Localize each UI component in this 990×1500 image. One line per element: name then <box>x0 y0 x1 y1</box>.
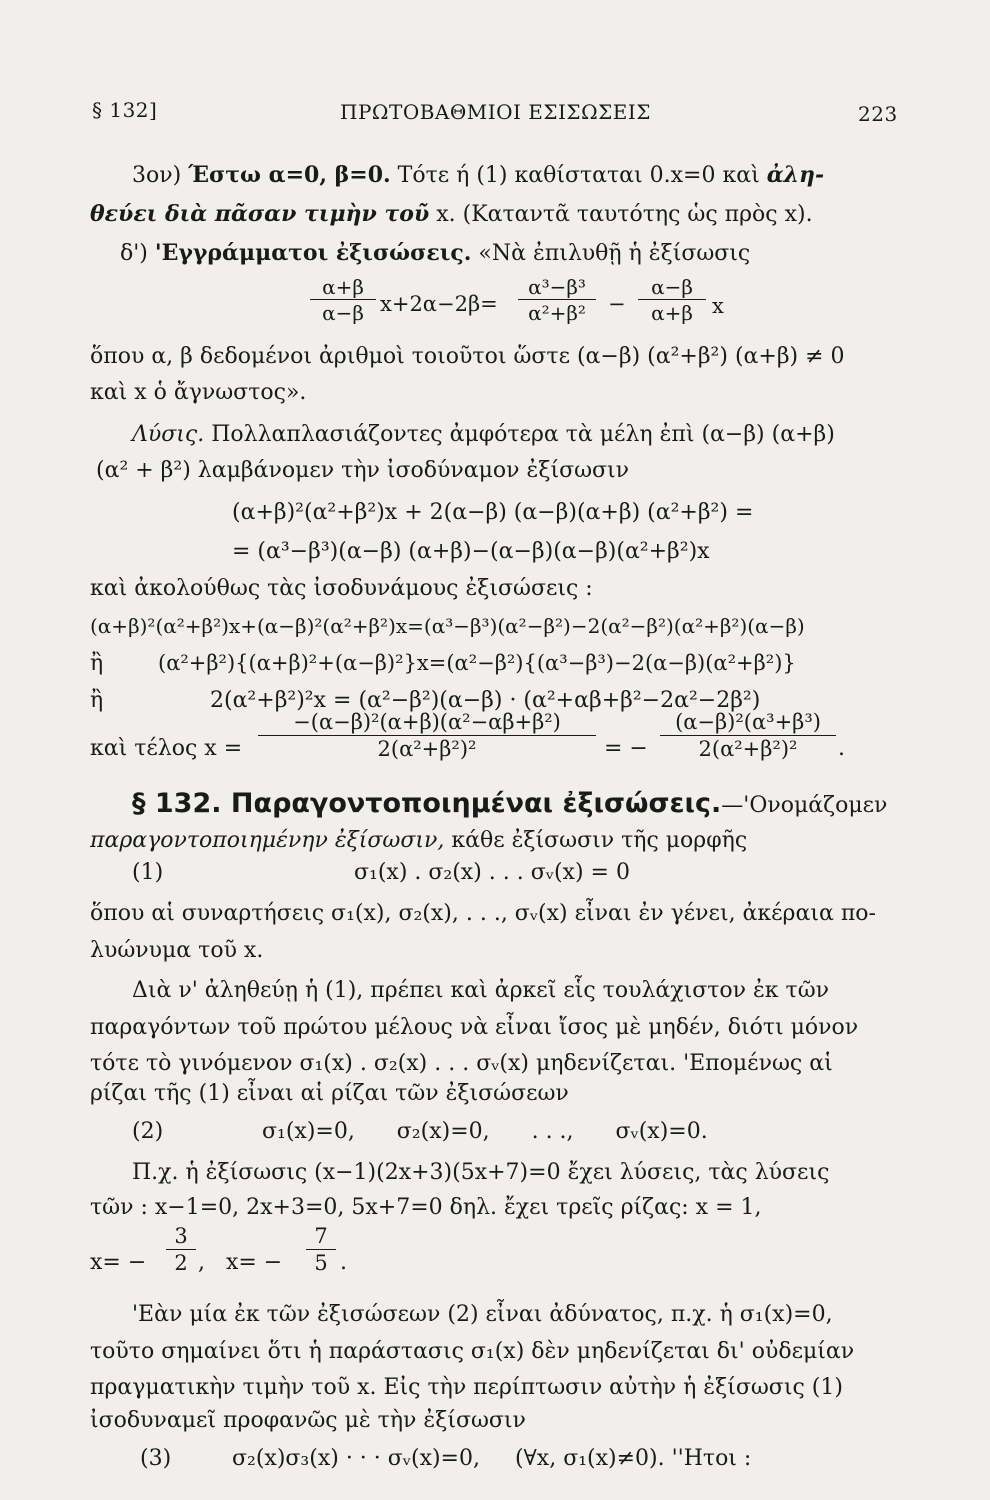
eq1-f3-denominator: α+β <box>638 299 706 323</box>
final-f1-denominator: 2(α²+β²)² <box>258 735 596 760</box>
roots-x2: , x= − <box>198 1250 283 1275</box>
roots-x1: x= − <box>90 1250 147 1275</box>
solution-eq3: (α+β)²(α²+β²)x+(α−β)²(α²+β²)x=(α³−β³)(α²−β²)−2(α²−β²)(α²+β²)(α−β) <box>90 614 805 638</box>
final-fraction-1 <box>258 712 596 760</box>
s132-eq2: σ₁(x)=0, σ₂(x)=0, . . ., σᵥ(x)=0. <box>262 1119 708 1144</box>
s132-p12: ἰσοδυναμεῖ προφανῶς μὲ τὴν ἐξίσωσιν <box>90 1408 526 1433</box>
header-title: ΠΡΩΤΟΒΑΘΜΙΟΙ ΕΣΙΣΩΣΕΙΣ <box>340 100 651 124</box>
s132-p1: ὅπου αἱ συναρτήσεις σ₁(x), σ₂(x), . . ., σᵥ(x) εἶναι ἐν γένει, ἀκέραια πο- <box>90 901 876 926</box>
delta-heading: 'Εγγράμματοι ἐξισώσεις. <box>154 240 472 266</box>
solution-line1 <box>132 424 835 446</box>
solution-eq5-or: ἢ <box>90 688 104 713</box>
case3-emph: ἀλη- <box>766 162 825 188</box>
eq1-f1-numerator: α+β <box>322 275 364 299</box>
roots-f1-numerator: 3 <box>174 1224 188 1248</box>
case3-emph2: θεύει διὰ πᾶσαν τιμὴν τοῦ <box>90 201 430 227</box>
case3-line2 <box>90 203 813 226</box>
solution-text: Πολλαπλασιάζοντες ἀμφότερα τὰ μέλη ἐπὶ (α−β) (α+β) <box>204 422 835 447</box>
s132-eq1: σ₁(x) . σ₂(x) . . . σᵥ(x) = 0 <box>354 860 630 885</box>
s132-p4: παραγόντων τοῦ πρώτου μέλους νὰ εἶναι ἴσος μὲ μηδέν, διότι μόνον <box>90 1015 859 1040</box>
section-132-title: § 132. Παραγοντοποιημέναι ἐξισώσεις. <box>132 788 722 819</box>
roots-dot: . <box>340 1250 347 1275</box>
solution-eq5: 2(α²+β²)²x = (α²−β²)(α−β) · (α²+αβ+β²−2α²−2β²) <box>210 688 761 713</box>
solution-eq2: = (α³−β³)(α−β) (α+β)−(α−β)(α−β)(α²+β²)x <box>232 539 710 564</box>
condition-line1: ὅπου α, β δεδομένοι ἀριθμοὶ τοιοῦτοι ὥστε (α−β) (α²+β²) (α+β) ≠ 0 <box>90 344 845 369</box>
final-f1-numerator: −(α−β)²(α+β)(α²−αβ+β²) <box>293 710 561 734</box>
case3-text: Τότε ή (1) καθίσταται 0.x=0 καὶ <box>390 163 767 188</box>
final-fraction-2 <box>660 712 836 760</box>
delta-text: «Νὰ ἐπιλυθῇ ἡ ἐξίσωσις <box>471 241 751 266</box>
solution-eq4: (α²+β²){(α+β)²+(α−β)²}x=(α²−β²){(α³−β³)−2(α−β)(α²+β²)} <box>158 651 796 675</box>
roots-f2-denominator: 5 <box>306 1249 336 1274</box>
eq1-middle: x+2α−2β= <box>380 292 498 316</box>
s132-p10: τοῦτο σημαίνει ὅτι ἡ παράστασις σ₁(x) δὲν μηδενίζεται δι' οὐδεμίαν <box>90 1339 855 1364</box>
s132-p11: πραγματικὴν τιμὴν τοῦ x. Εἰς τὴν περίπτωσιν αὐτὴν ἡ ἐξίσωσις (1) <box>90 1375 843 1400</box>
eq1-minus: − <box>608 292 626 316</box>
roots-f1-denominator: 2 <box>166 1249 196 1274</box>
s132-p2: λυώνυμα τοῦ x. <box>90 938 264 963</box>
solution-line3: καὶ ἀκολούθως τὰς ἰσοδυνάμους ἐξισώσεις : <box>90 576 593 601</box>
solution-eq1: (α+β)²(α²+β²)x + 2(α−β) (α−β)(α+β) (α²+β²) = <box>232 500 754 525</box>
s132-p7: Π.χ. ἡ ἐξίσωσις (x−1)(2x+3)(5x+7)=0 ἔχει λύσεις, τὰς λύσεις <box>132 1160 830 1185</box>
s132-p8: τῶν : x−1=0, 2x+3=0, 5x+7=0 δηλ. ἔχει τρεῖς ρίζας: x = 1, <box>90 1195 762 1220</box>
s132-term: παραγοντοποιημένην ἐξίσωσιν, <box>90 828 445 853</box>
section-132-heading <box>132 790 887 817</box>
eq1-f2-numerator: α³−β³ <box>528 275 586 299</box>
final-dot: . <box>838 736 845 761</box>
s132-eq3: σ₂(x)σ₃(x) · · · σᵥ(x)=0, (∀x, σ₁(x)≠0). ''Ητοι : <box>232 1446 752 1471</box>
s132-eq3-label: (3) <box>140 1446 172 1471</box>
eq1-f3-numerator: α−β <box>651 275 693 299</box>
eq1-fraction-2 <box>518 277 596 323</box>
s132-eq1-label: (1) <box>132 860 164 885</box>
section-132-title-rest: —'Ονομάζομεν <box>721 793 888 818</box>
s132-eq2-label: (2) <box>132 1119 164 1144</box>
roots-fraction-2 <box>306 1226 336 1274</box>
final-label: καὶ τέλος x = <box>90 736 243 761</box>
s132-line2-text: κάθε ἐξίσωσιν τῆς μορφῆς <box>444 828 748 853</box>
eq1-x: x <box>712 294 724 318</box>
case3-number: 3ον) <box>132 163 189 188</box>
delta-label: δ') <box>120 241 155 266</box>
s132-p9: 'Εὰν μία ἐκ τῶν ἐξισώσεων (2) εἶναι ἀδύνατος, π.χ. ἡ σ₁(x)=0, <box>132 1302 833 1327</box>
header-section-ref: § 132] <box>92 98 158 122</box>
roots-f2-numerator: 7 <box>314 1224 328 1248</box>
delta-line <box>120 242 750 265</box>
eq1-fraction-1 <box>310 277 376 323</box>
page-number: 223 <box>858 102 898 126</box>
case3-text2: x. (Καταντᾶ ταυτότης ὡς πρὸς x). <box>429 202 813 227</box>
case3-bold: Έστω α=0, β=0. <box>188 162 391 188</box>
s132-p3: Διὰ ν' ἀληθεύῃ ἡ (1), πρέπει καὶ ἀρκεῖ εἷς τουλάχιστον ἐκ τῶν <box>132 978 830 1003</box>
final-f2-numerator: (α−β)²(α³+β³) <box>675 710 821 734</box>
eq1-f1-denominator: α−β <box>310 299 376 323</box>
eq1-fraction-3 <box>638 277 706 323</box>
final-equals: = − <box>604 736 648 761</box>
s132-p6: ρίζαι τῆς (1) εἶναι αἱ ρίζαι τῶν ἐξισώσεων <box>90 1081 569 1106</box>
case3-line1 <box>132 164 824 187</box>
solution-label: Λύσις. <box>132 422 205 447</box>
condition-line2: καὶ x ὁ ἄγνωστος». <box>90 380 307 405</box>
s132-line2 <box>90 830 747 852</box>
roots-fraction-1 <box>166 1226 196 1274</box>
final-f2-denominator: 2(α²+β²)² <box>660 735 836 760</box>
solution-eq4-or: ἢ <box>90 651 104 676</box>
s132-p5: τότε τὸ γινόμενον σ₁(x) . σ₂(x) . . . σᵥ(x) μηδενίζεται. 'Επομένως αἱ <box>90 1051 833 1076</box>
solution-line2: (α² + β²) λαμβάνομεν τὴν ἰσοδύναμον ἐξίσωσιν <box>96 458 630 483</box>
eq1-f2-denominator: α²+β² <box>518 299 596 323</box>
